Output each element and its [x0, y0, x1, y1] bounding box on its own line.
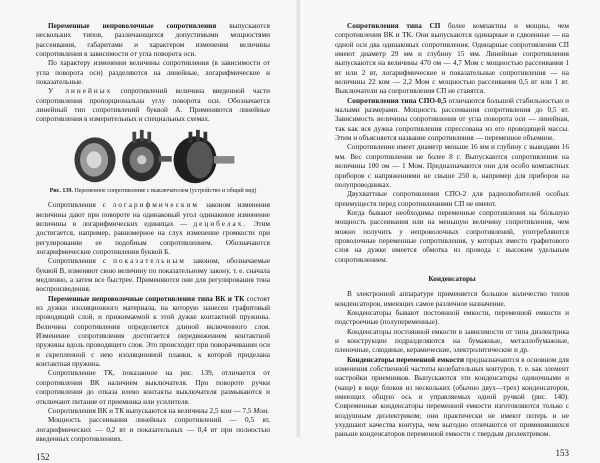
text: более компактны и мощны, чем сопротивления ВК и ТК. Они выпускаются одинарные и сдвоенные — на одной оси два одинаковых сопротивления. Одинарные сопротивления СП имеют диаметр 29 мм и глубину 15 мм. Линейные сопротивления выпускаются на величины 470 ом — 4,7 Мом с мощностью рассеивания 1 вт или 2 вт, логарифмические и показательные сопротивления — на величины 22 ком — 2,2 Мом с мощностью рассеивания 0,5 вт или 1 вт. Выключатели на сопротивления СП не ставятся.	[335, 22, 569, 96]
text: законом изменения величины дают при повороте на одинаковый угол одинаковое изменение величины в логарифмических единицах —	[36, 201, 270, 228]
text: — 7,5	[231, 406, 254, 415]
left-page-text	[36, 22, 270, 463]
paragraph: Когда бывают необходимы переменные сопротивления на бóльшую мощность рассеивания или на меньшую величину сопротивления, чем можно получить у непроволочных сопротивлений, употребляются проволочные переменные сопротивления, у которых вместо графитового слоя на дужке имеется обмотка из провода с высоким удельным сопротивлением.	[335, 208, 569, 264]
paragraph: По характеру изменения величины сопротивления (в зависимости от угла поворота оси) разделяются на линейные, логарифмические и показательные.	[36, 59, 270, 87]
right-page-text	[335, 22, 569, 459]
paragraph	[36, 407, 270, 416]
paragraph	[36, 201, 270, 257]
figure-label: Рис. 139.	[49, 187, 73, 194]
text: отличаются большой стабильностью и малыми размерами. Мощность рассеивания сопротивления до 0,5 вт. Зависимость величины сопротивления от угла поворота оси — линейная, так как вся дужка сопротивления спрессована из его проводящей массы. Этим и объясняется название сопротивления — переменное объемное.	[335, 96, 569, 143]
spaced-term: децибелах.	[193, 219, 248, 228]
paragraph	[335, 22, 569, 97]
paragraph	[36, 22, 270, 59]
bold-lead: Переменные непроволочные сопротивления	[48, 22, 217, 30]
page-number: 152	[36, 452, 50, 463]
paragraph: Конденсаторы постоянной емкости в зависимости от типа диэлектрика и конструкции подразделяются на бумажные, металлобумажные, пленочные, слюдяные, керамические, электролитические и др.	[335, 327, 569, 355]
section-heading: Конденсаторы	[428, 274, 476, 283]
spaced-term: У линейных	[48, 87, 113, 96]
paragraph: Конденсаторы бывают постоянной емкости, переменной емкости и подстроечные (полупеременные).	[335, 308, 569, 327]
paragraph: Двухваттные сопротивления СПО-2 для радиолюбителей особых преимуществ перед сопротивлениями СП не имеют.	[335, 190, 569, 208]
figure-caption	[36, 188, 270, 196]
bold-lead: Сопротивления типа СП	[347, 22, 441, 30]
bold-lead: Конденсаторы переменной емкости	[347, 355, 465, 364]
text: Сопротивления с	[48, 201, 113, 210]
paragraph: Мощность рассеивания линейных сопротивлений — 0,5 вт, логарифмических — 0,2 вт и показательных — 0,4 вт при полностью введенных сопротивлениях.	[36, 416, 270, 443]
paragraph	[36, 295, 270, 370]
paragraph: Сопротивление имеет диаметр меньше 16 мм и глубину с выводами 16 мм. Вес сопротивления не более 8 г. Выпускаются сопротивления на величины 100 ом — 1 Мом. Предназначаются они для особо компактных приборов с напряжениями не свыше 250 в, например для приборов на полупроводниках.	[335, 143, 569, 189]
page-number: 153	[555, 447, 569, 458]
text: предназначаются в основном для изменения собственной частоты колебательных контуров, т. е. как элемент настройки приемников. Выпускаются эти конденсаторы одиночными и (чаще) в виде блоков из нескольких (обычно двух—трех) конденсаторов, имеющих общую ось и управляемых одной ручкой (рис. 140). Современные конденсаторы переменной емкости изготовляются только с воздушным диэлектриком; они практически не имеют потерь и не ухудшают качества контура, чем выгодно отличаются от применявшихся раньше конденсаторов переменной емкости с твердым диэлектриком.	[335, 355, 569, 439]
text: Сопротивления с	[48, 257, 114, 266]
bold-lead: Переменные непроволочные сопротивления типа ВК и ТК	[48, 294, 245, 303]
paragraph: В электронной аппаратуре применяется большое количество типов конденсаторов, имеющих самое различное назначение.	[335, 290, 569, 308]
spaced-term: показательным	[113, 257, 186, 266]
caption-text: Переменное сопротивление с выключателем (устройство и общий вид)	[74, 187, 257, 194]
text: выпускаются нескольких типов, различающихся допустимыми мощностями рассеивания, габаритами и характером изменения величины сопротивления в зависимости от угла поворота оси.	[36, 22, 271, 59]
potentiometer-figure	[63, 128, 243, 186]
text: Сопротивления ВК и ТК выпускаются на величины 2,5	[48, 406, 221, 415]
text: сопротивлений величина введенной части сопротивления пропорциональна углу поворота оси. Обозначается линейный тип сопротивлений буквой А. Применяются линейные сопротивления в измерительных и специальных схемах.	[36, 87, 270, 124]
paragraph	[335, 97, 569, 144]
paragraph: Сопротивление ТК, показанное на рис. 139, отличается от сопротивления ВК наличием выключателя. При повороте ручки сопротивления до отказа влево контакты выключателя размыкаются и отключают питание от приемника или усилителя.	[36, 369, 270, 406]
text: законом, обозначаемые буквой В, изменяют свою величину по показательному закону, т. е. сначала медленно, а затем все быстрее. Применяются они для регулирования тона воспроизведения.	[36, 257, 270, 294]
unit: Мом.	[253, 406, 270, 415]
paragraph	[36, 87, 270, 124]
paragraph	[36, 257, 270, 294]
unit: ком	[220, 406, 232, 415]
paragraph	[335, 356, 569, 440]
text: Этим достигается, например, равномерное на слух изменение громкости при регулировании ее подобным сопротивлением. Обозначаются логарифмические сопротивления буквой Б.	[36, 219, 270, 256]
spaced-term: логарифмическим	[112, 201, 199, 210]
right-page	[300, 0, 600, 458]
bold-lead: Сопротивления типа СПО-0,5	[347, 96, 447, 105]
text: состоят из дужки изоляционного материала, на которую нанесен графитовый проводящий слой, и прижимаемой к этой дужке контактной пружины. Величина сопротивления определяется длиной включенного слоя. Изменение сопротивления достигается передвижением контактной пружины вдоль проводящего слоя. Это происходит при поворачивании оси и скрепленной с нею изоляционной планки, к которой приделана контактная пружина.	[36, 294, 270, 369]
